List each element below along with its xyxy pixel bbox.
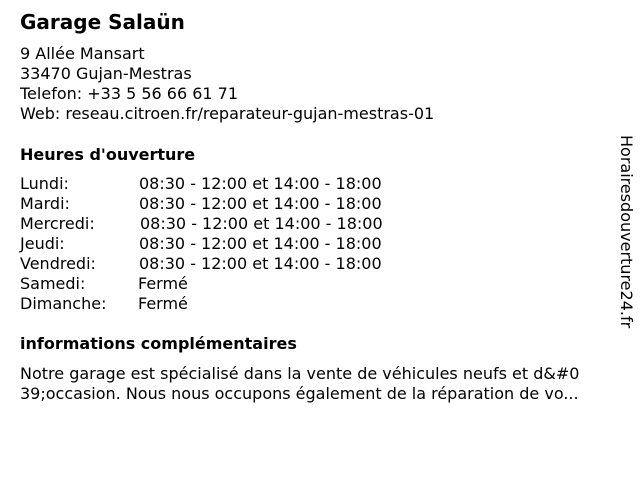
day-label: Vendredi: xyxy=(20,254,96,273)
time-value: 08:30 - 12:00 et 14:00 - 18:00 xyxy=(139,174,382,193)
info-description xyxy=(20,364,632,404)
time-value: Fermé xyxy=(138,294,188,313)
info-heading: informations complémentaires xyxy=(20,334,297,353)
watermark-text: Horairesdouverture24.fr xyxy=(617,135,636,329)
website-link: Web: reseau.citroen.fr/reparateur-gujan-mestras-01 xyxy=(20,104,435,123)
day-label: Mardi: xyxy=(20,194,70,213)
time-value: 08:30 - 12:00 et 14:00 - 18:00 xyxy=(139,234,382,253)
day-label: Mercredi: xyxy=(20,214,95,233)
phone-number: Telefon: +33 5 56 66 61 71 xyxy=(20,84,239,103)
day-label: Lundi: xyxy=(20,174,69,193)
watermark xyxy=(612,135,636,345)
day-label: Dimanche: xyxy=(20,294,107,313)
time-value: 08:30 - 12:00 et 14:00 - 18:00 xyxy=(139,194,382,213)
address-city: 33470 Gujan-Mestras xyxy=(20,64,192,83)
time-value: 08:30 - 12:00 et 14:00 - 18:00 xyxy=(140,214,383,233)
business-contact xyxy=(20,44,434,124)
address-street: 9 Allée Mansart xyxy=(20,44,145,63)
description-line: Notre garage est spécialisé dans la vente de véhicules neufs et d&#0 xyxy=(20,364,580,383)
day-label: Samedi: xyxy=(20,274,86,293)
day-label: Jeudi: xyxy=(20,234,65,253)
time-value: 08:30 - 12:00 et 14:00 - 18:00 xyxy=(139,254,382,273)
hours-heading: Heures d'ouverture xyxy=(20,145,196,164)
description-line: 39;occasion. Nous nous occupons également de la réparation de vo... xyxy=(20,384,579,403)
time-value: Fermé xyxy=(138,274,188,293)
business-name: Garage Salaün xyxy=(20,10,185,34)
